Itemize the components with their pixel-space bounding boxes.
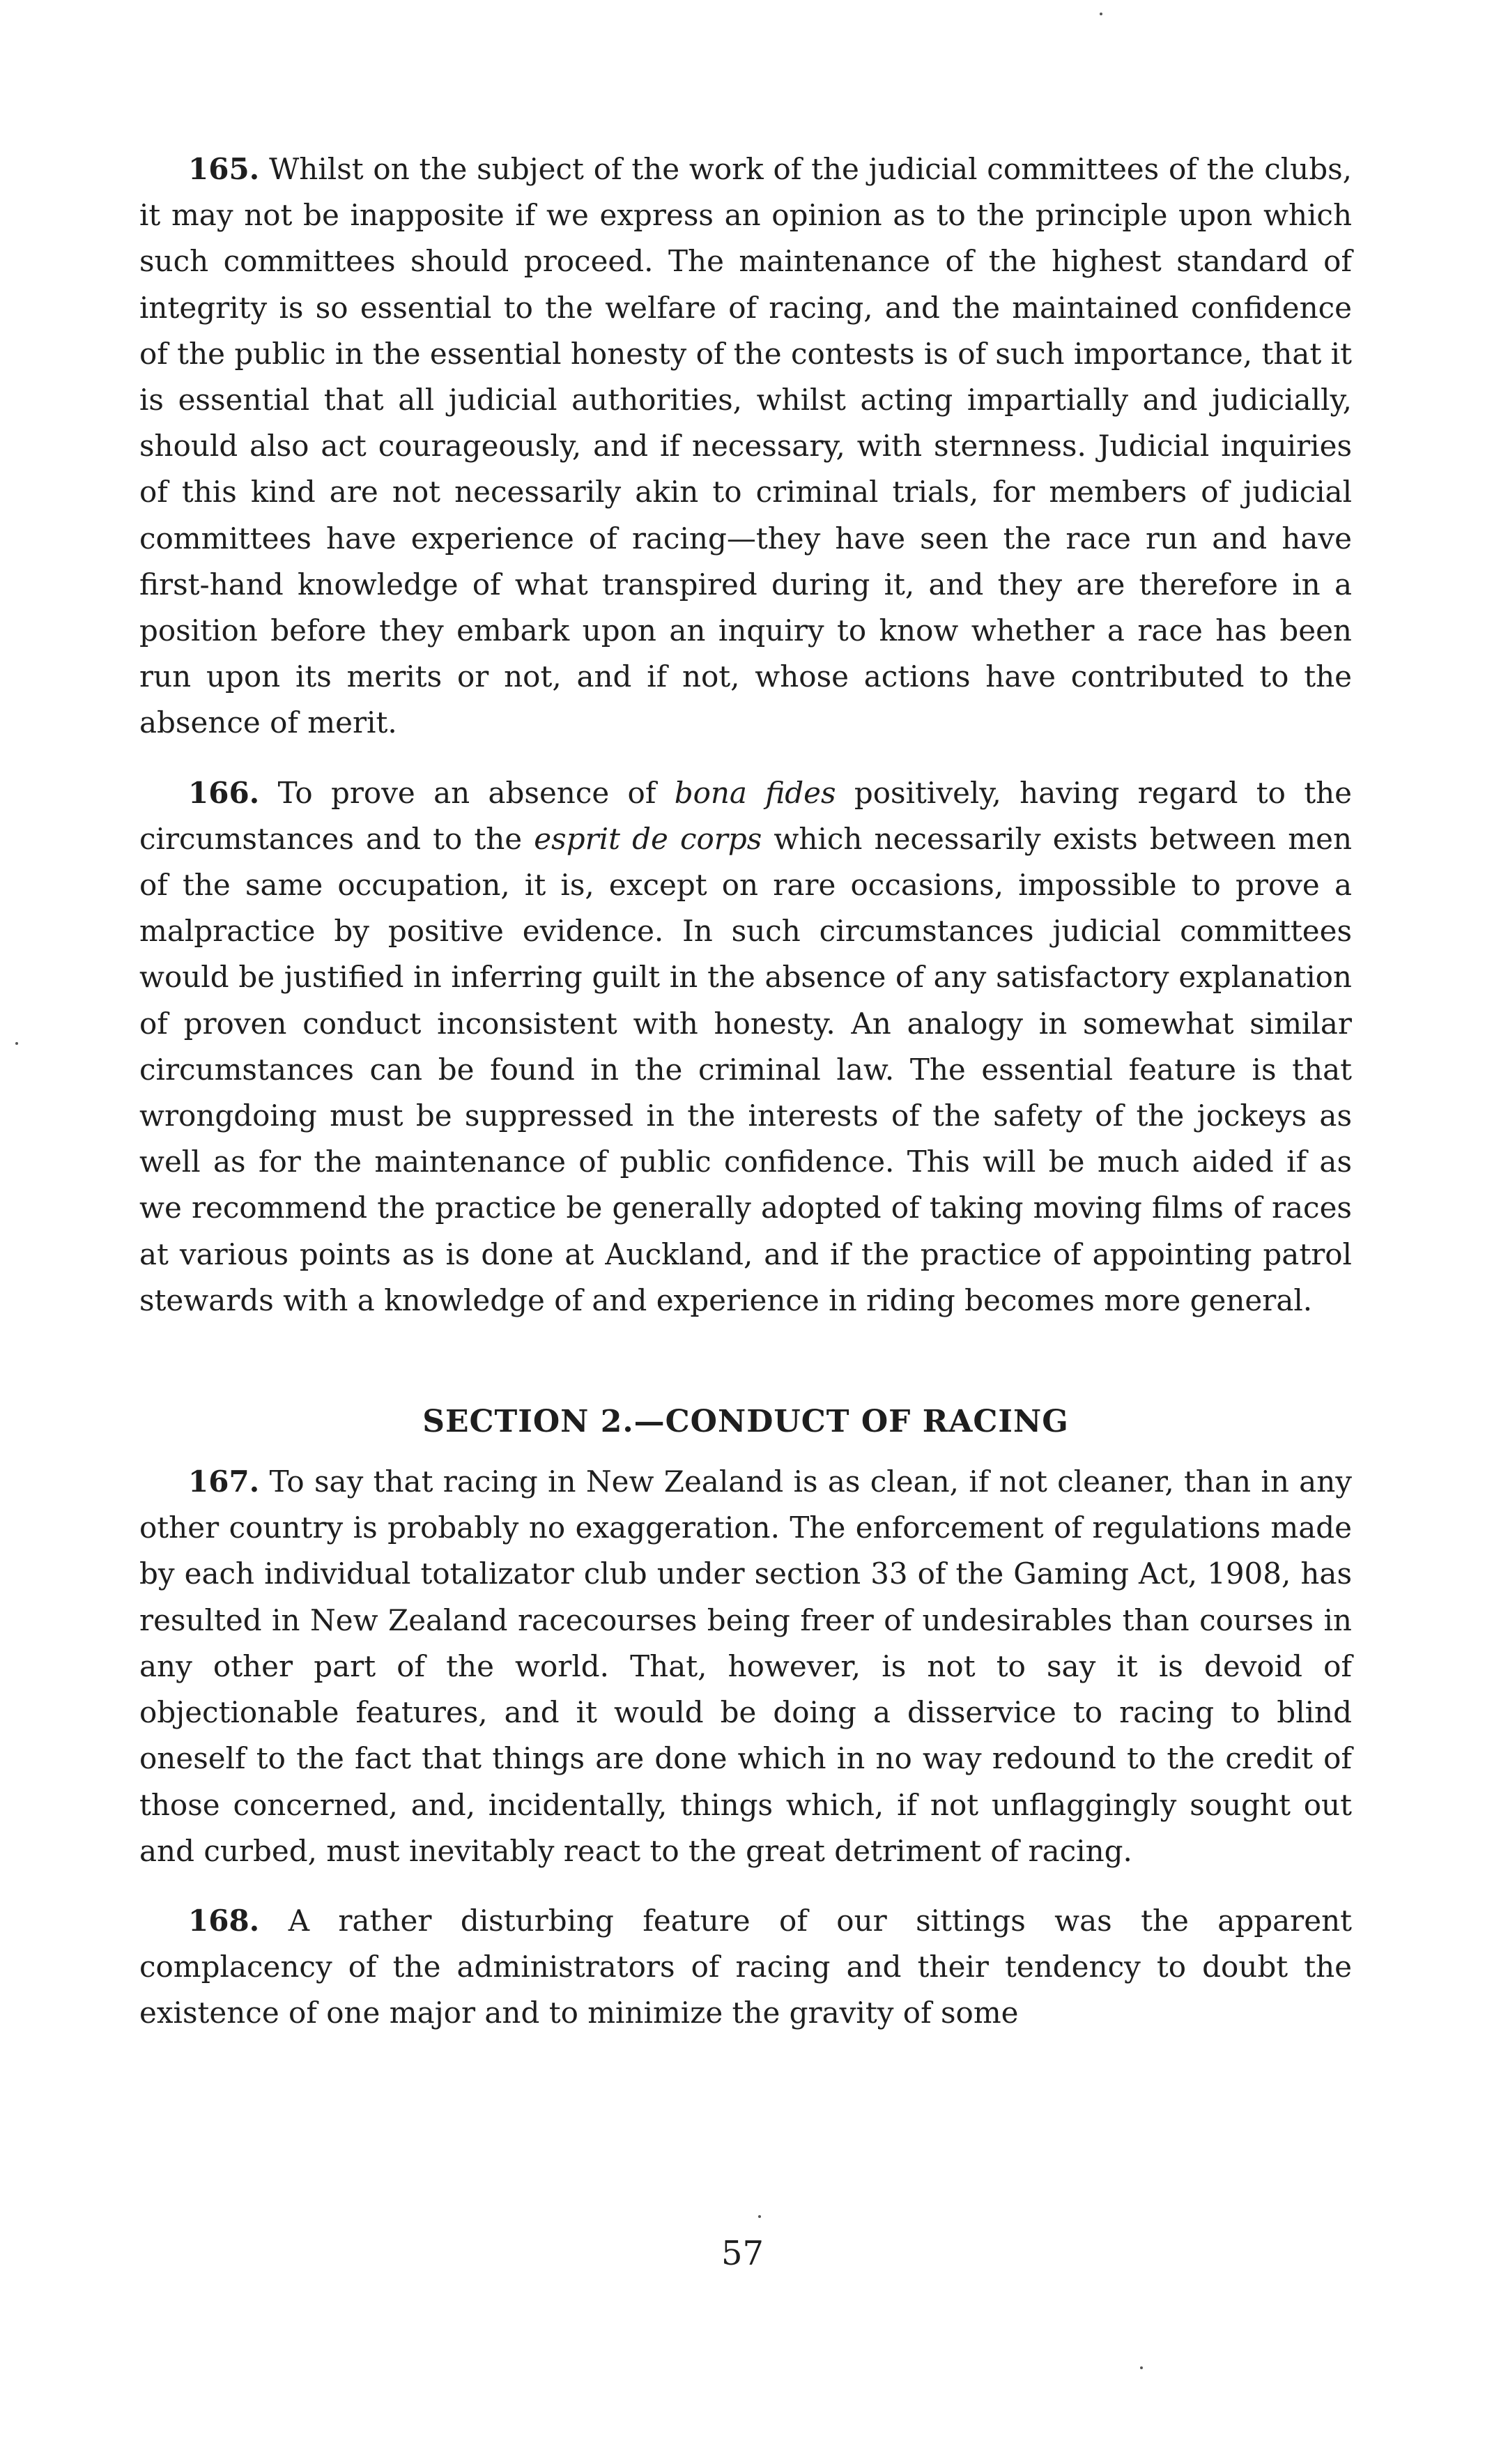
page-body: [139, 146, 1352, 2037]
paragraph-167: [139, 1459, 1352, 1874]
paragraph-text: which necessarily exists between men of the same occupation, it is, except on rare occasions, impossible to prove a malpractice by positive evidence. In such circumstances judicial committees would be justified in inferring guilt in the absence of any satisfactory explanation of proven conduct inconsistent with honesty. An analogy in somewhat similar circumstances can be found in the criminal law. The essential feature is that wrongdoing must be suppressed in the interests of the safety of the jockeys as well as for the maintenance of public confidence. This will be much aided if as we recommend the practice be generally adopted of taking moving films of races at various points as is done at Auckland, and if the practice of appointing patrol stewards with a knowledge of and experience in riding becomes more general.: [139, 821, 1353, 1317]
paragraph-text: Whilst on the subject of the work of the judicial committees of the clubs, it may not be inapposite if we express an opinion as to the principle upon which such committees should proceed. The maintenance of the highest standard of integrity is so essential to the welfare of racing, and the maintained confidence of the public in the essential honesty of the contests is of such importance, that it is essential that all judicial authorities, whilst acting impartially and judicially, should also act courageously, and if necessary, with sternness. Judicial inquiries of this kind are not necessarily akin to criminal trials, for members of judicial committees have experience of racing—they have seen the race run and have first-hand knowledge of what transpired during it, and they are therefore in a position before they embark upon an inquiry to know whether a race has been run upon its merits or not, and if not, whose actions have contributed to the absence of merit.: [139, 152, 1353, 740]
paragraph-166: [139, 770, 1352, 1324]
page-number: 57: [721, 2234, 764, 2273]
scan-speck: [758, 2215, 761, 2218]
scan-speck: [1140, 2366, 1143, 2369]
paragraph-text: To prove an absence of: [277, 775, 656, 810]
paragraph-number: 165.: [188, 152, 260, 186]
paragraph-number: 167.: [188, 1464, 260, 1499]
italic-phrase: bona fides: [674, 775, 836, 810]
paragraph-text: positively, having regard to the circumstances and to the: [139, 775, 1353, 856]
section-heading: SECTION 2.—CONDUCT OF RACING: [422, 1404, 1069, 1440]
scan-speck: [1100, 13, 1102, 15]
italic-phrase: esprit de corps: [534, 821, 762, 856]
paragraph-number: 166.: [188, 775, 260, 810]
paragraph-text: A rather disturbing feature of our sittings was the apparent complacency of the administrators of racing and their tendency to doubt the existence of one major and to minimize the gravity of some: [139, 1903, 1352, 2030]
paragraph-text: To say that racing in New Zealand is as clean, if not cleaner, than in any other country is probably no exaggeration. The enforcement of regulations made by each individual totalizator club under section 33 of the Gaming Act, 1908, has resulted in New Zealand racecourses being freer of undesirables than courses in any other part of the world. That, however, is not to say it is devoid of objectionable features, and it would be doing a disservice to racing to blind oneself to the fact that things are done which in no way redound to the credit of those concerned, and, incidentally, things which, if not unflaggingly sought out and curbed, must inevitably react to the great detriment of racing.: [139, 1464, 1353, 1868]
paragraph-number: 168.: [188, 1903, 260, 1938]
paragraph-165: [139, 146, 1352, 747]
scan-speck: [15, 1042, 18, 1045]
paragraph-168: [139, 1898, 1352, 2037]
